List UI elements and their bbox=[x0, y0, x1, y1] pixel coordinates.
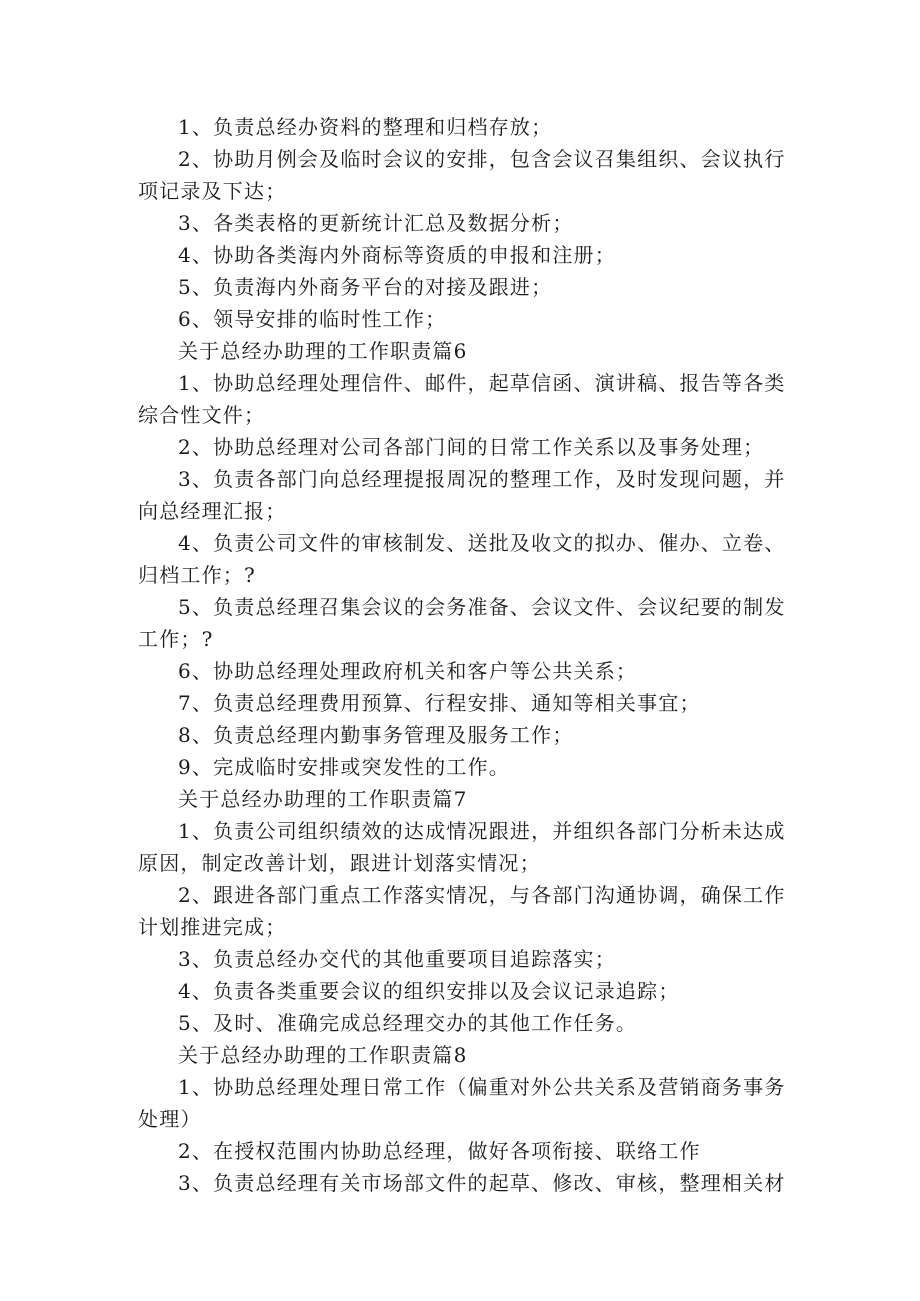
list-item: 1、负责公司组织绩效的达成情况跟进，并组织各部门分析未达成原因，制定改善计划，跟进计划落实情况； bbox=[138, 819, 786, 875]
list-item: 1、协助总经理处理信件、邮件，起草信函、演讲稿、报告等各类综合性文件； bbox=[138, 371, 786, 427]
list-item: 5、及时、准确完成总经理交办的其他工作任务。 bbox=[178, 1011, 638, 1035]
list-item: 2、协助月例会及临时会议的安排，包含会议召集组织、会议执行项记录及下达； bbox=[138, 147, 786, 203]
list-item: 5、负责海内外商务平台的对接及跟进； bbox=[178, 275, 553, 299]
list-item: 3、负责总经理有关市场部文件的起草、修改、审核，整理相关材 bbox=[178, 1171, 786, 1195]
list-item: 2、跟进各部门重点工作落实情况，与各部门沟通协调，确保工作计划推进完成； bbox=[138, 883, 786, 939]
list-item: 3、负责总经办交代的其他重要项目追踪落实； bbox=[178, 947, 616, 971]
list-item: 1、协助总经理处理日常工作（偏重对外公共关系及营销商务事务处理） bbox=[138, 1075, 786, 1131]
section-heading: 关于总经办助理的工作职责篇6 bbox=[178, 339, 468, 363]
document-body bbox=[138, 111, 788, 1199]
list-item: 8、负责总经理内勤事务管理及服务工作； bbox=[178, 723, 574, 747]
section-heading: 关于总经办助理的工作职责篇7 bbox=[178, 787, 468, 811]
list-item: 7、负责总经理费用预算、行程安排、通知等相关事宜； bbox=[178, 691, 701, 715]
list-item: 2、在授权范围内协助总经理，做好各项衔接、联络工作 bbox=[178, 1139, 701, 1163]
list-item: 1、负责总经办资料的整理和归档存放； bbox=[178, 115, 553, 139]
list-item: 6、领导安排的临时性工作； bbox=[178, 307, 447, 331]
list-item: 2、协助总经理对公司各部门间的日常工作关系以及事务处理； bbox=[178, 435, 765, 459]
list-item: 9、完成临时安排或突发性的工作。 bbox=[178, 755, 510, 779]
list-item: 3、各类表格的更新统计汇总及数据分析； bbox=[178, 211, 574, 235]
list-item: 5、负责总经理召集会议的会务准备、会议文件、会议纪要的制发工作；? bbox=[138, 595, 786, 651]
list-item: 4、负责各类重要会议的组织安排以及会议记录追踪； bbox=[178, 979, 680, 1003]
list-item: 3、负责各部门向总经理提报周况的整理工作，及时发现问题，并向总经理汇报； bbox=[138, 467, 786, 523]
section-heading: 关于总经办助理的工作职责篇8 bbox=[178, 1043, 468, 1067]
list-item: 6、协助总经理处理政府机关和客户等公共关系； bbox=[178, 659, 638, 683]
list-item: 4、负责公司文件的审核制发、送批及收文的拟办、催办、立卷、归档工作；? bbox=[138, 531, 786, 587]
list-item: 4、协助各类海内外商标等资质的申报和注册； bbox=[178, 243, 616, 267]
